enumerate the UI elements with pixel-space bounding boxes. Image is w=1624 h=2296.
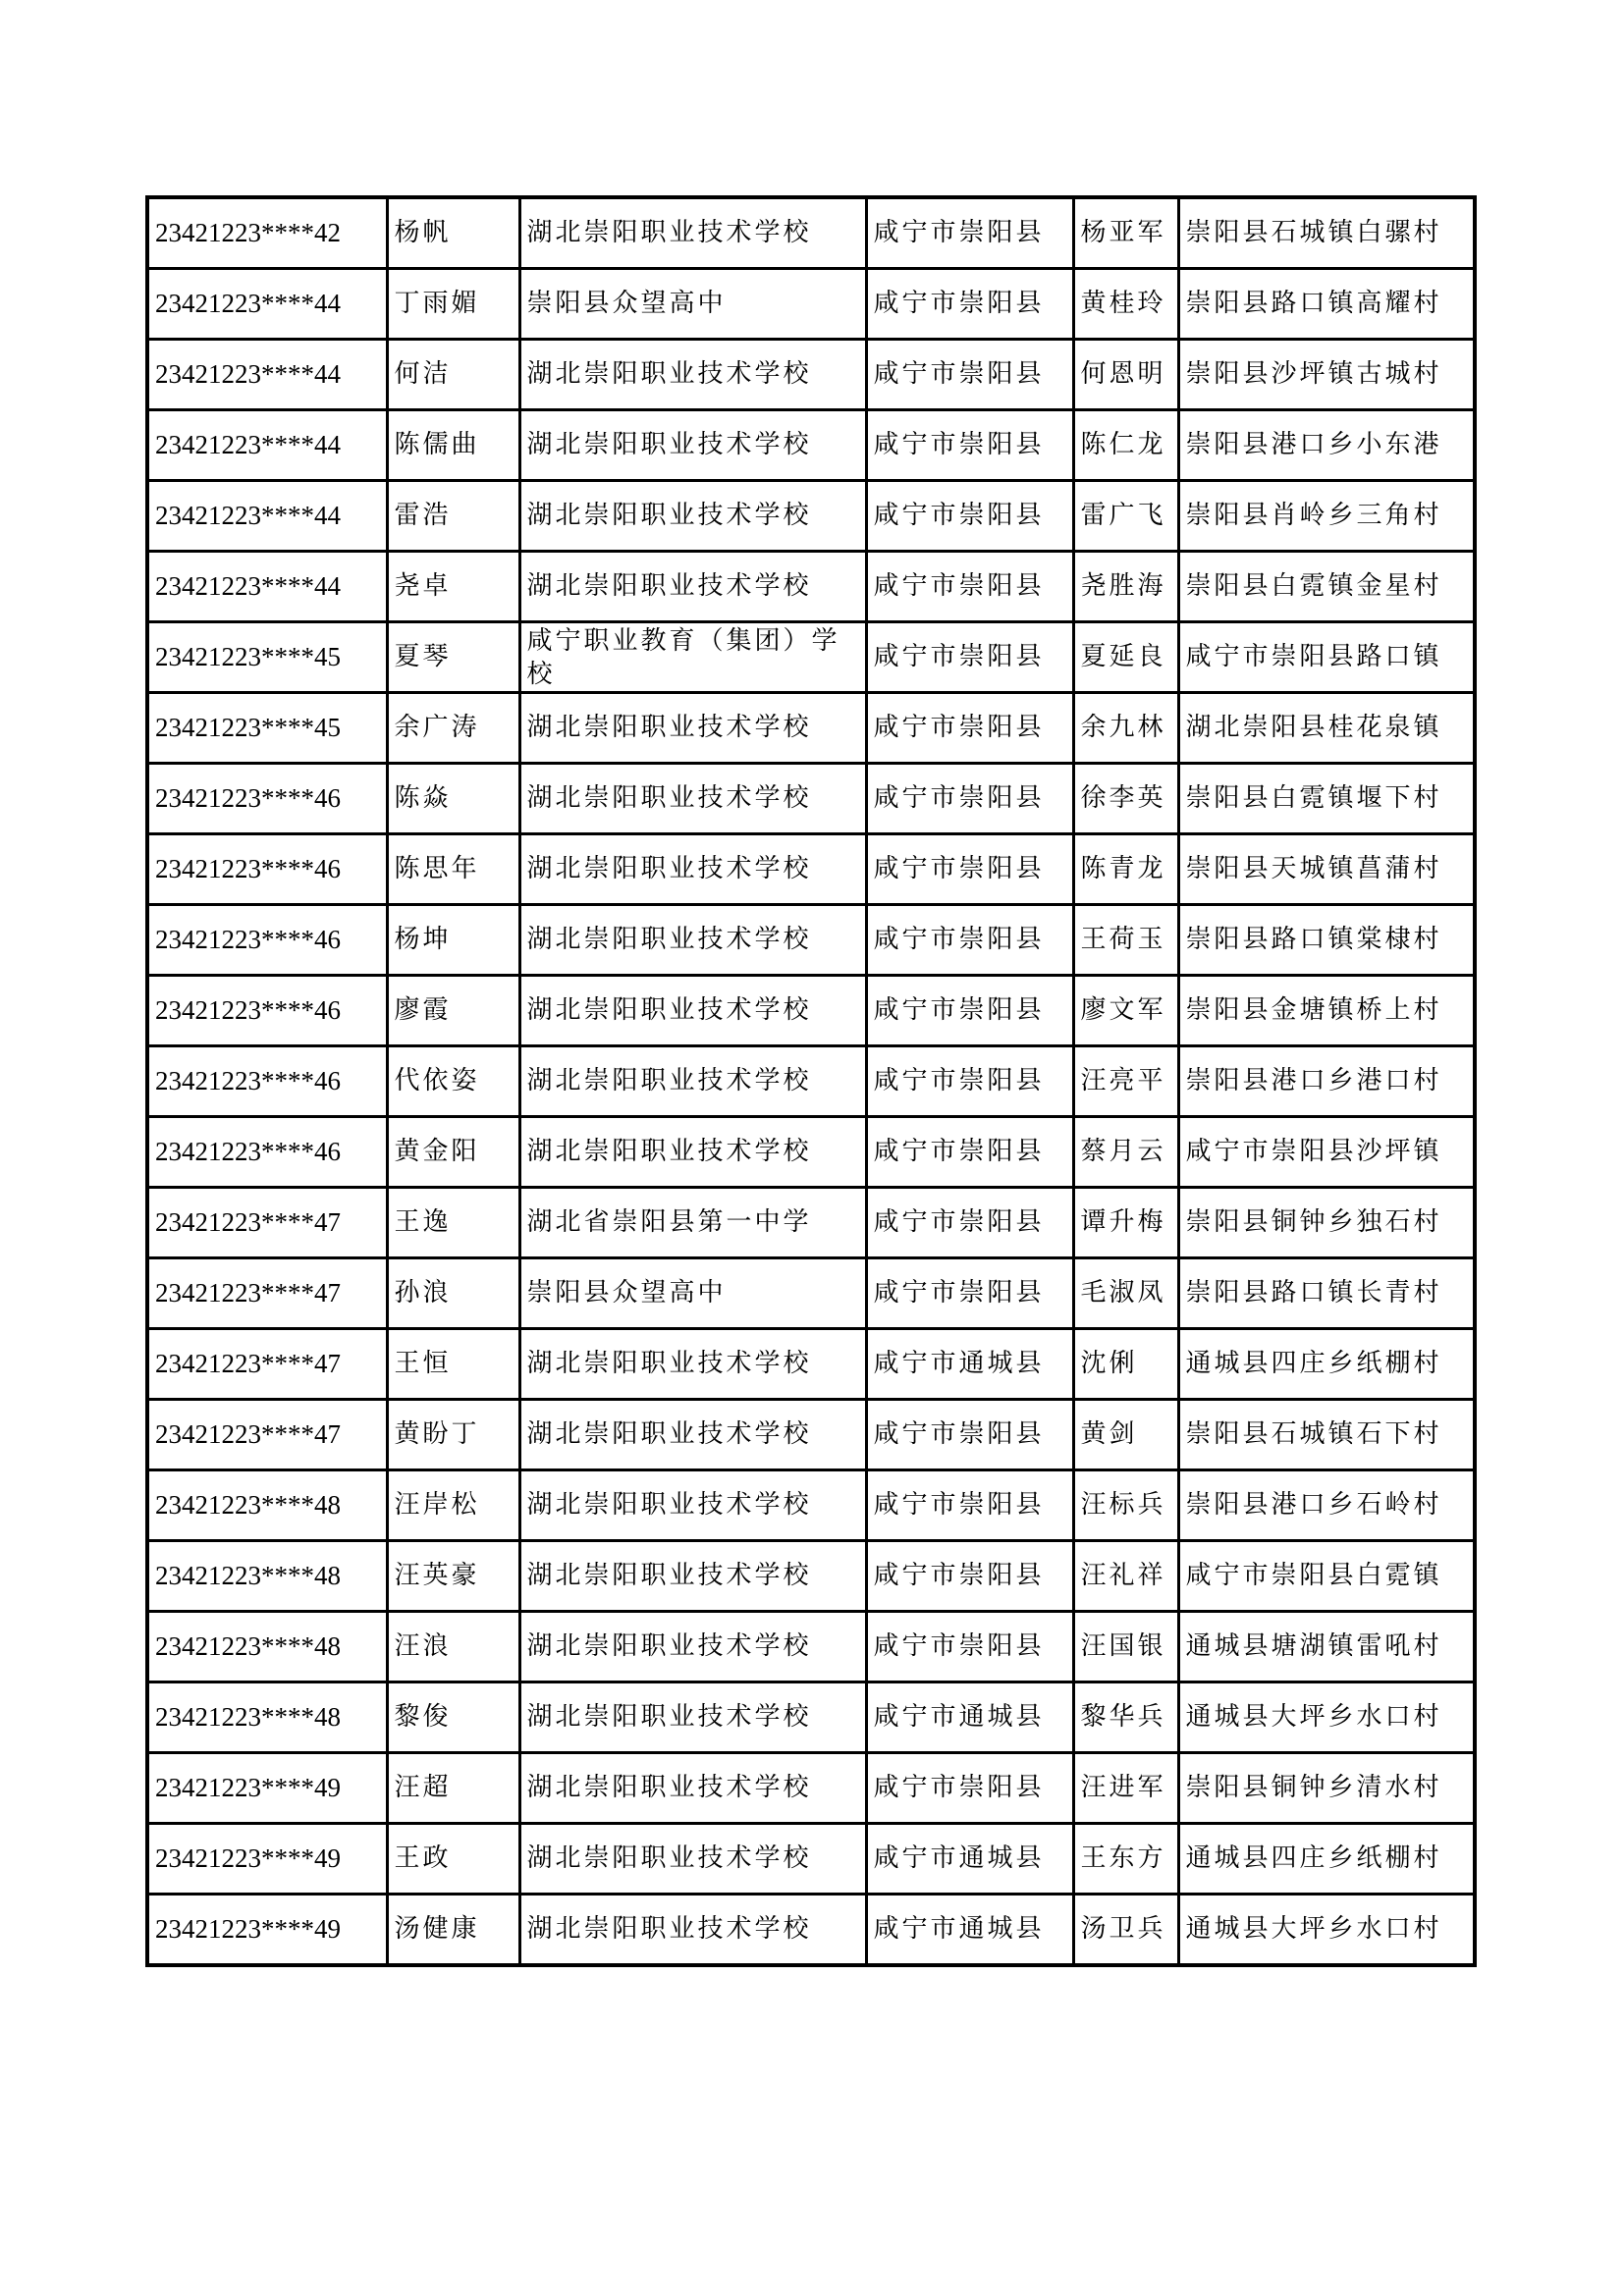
region-cell: 咸宁市通城县 xyxy=(866,1824,1073,1895)
school-cell: 湖北崇阳职业技术学校 xyxy=(519,1824,866,1895)
region-cell: 咸宁市崇阳县 xyxy=(866,1612,1073,1682)
guardian-name-cell: 陈仁龙 xyxy=(1073,410,1178,481)
guardian-name-cell: 汪礼祥 xyxy=(1073,1541,1178,1612)
guardian-name-cell: 夏延良 xyxy=(1073,622,1178,693)
guardian-name-cell: 汤卫兵 xyxy=(1073,1895,1178,1966)
address-cell: 崇阳县白霓镇堰下村 xyxy=(1178,764,1475,834)
school-cell: 湖北崇阳职业技术学校 xyxy=(519,1682,866,1753)
guardian-name-cell: 王东方 xyxy=(1073,1824,1178,1895)
table-row xyxy=(147,1400,1475,1470)
table-row xyxy=(147,197,1475,269)
student-name-cell: 尧卓 xyxy=(387,552,519,622)
table-row xyxy=(147,834,1475,905)
table-row xyxy=(147,1895,1475,1966)
region-cell: 咸宁市崇阳县 xyxy=(866,410,1073,481)
school-cell: 湖北崇阳职业技术学校 xyxy=(519,905,866,976)
student-name-cell: 陈焱 xyxy=(387,764,519,834)
guardian-name-cell: 尧胜海 xyxy=(1073,552,1178,622)
guardian-name-cell: 王荷玉 xyxy=(1073,905,1178,976)
school-cell: 崇阳县众望高中 xyxy=(519,1258,866,1329)
student-id-cell: 23421223****47 xyxy=(147,1329,387,1400)
student-id-cell: 23421223****46 xyxy=(147,764,387,834)
address-cell: 咸宁市崇阳县白霓镇 xyxy=(1178,1541,1475,1612)
student-id-cell: 23421223****46 xyxy=(147,1117,387,1188)
student-id-cell: 23421223****45 xyxy=(147,622,387,693)
student-id-cell: 23421223****44 xyxy=(147,481,387,552)
school-cell: 湖北崇阳职业技术学校 xyxy=(519,1400,866,1470)
region-cell: 咸宁市通城县 xyxy=(866,1329,1073,1400)
guardian-name-cell: 沈俐 xyxy=(1073,1329,1178,1400)
address-cell: 通城县大坪乡水口村 xyxy=(1178,1682,1475,1753)
student-name-cell: 汪浪 xyxy=(387,1612,519,1682)
guardian-name-cell: 汪国银 xyxy=(1073,1612,1178,1682)
school-cell: 湖北崇阳职业技术学校 xyxy=(519,1470,866,1541)
address-cell: 崇阳县港口乡港口村 xyxy=(1178,1046,1475,1117)
guardian-name-cell: 杨亚军 xyxy=(1073,197,1178,269)
table-row xyxy=(147,552,1475,622)
address-cell: 崇阳县沙坪镇古城村 xyxy=(1178,340,1475,410)
student-id-cell: 23421223****47 xyxy=(147,1400,387,1470)
address-cell: 崇阳县白霓镇金星村 xyxy=(1178,552,1475,622)
student-name-cell: 王逸 xyxy=(387,1188,519,1258)
student-id-cell: 23421223****48 xyxy=(147,1682,387,1753)
table-row xyxy=(147,1682,1475,1753)
student-name-cell: 雷浩 xyxy=(387,481,519,552)
table-row xyxy=(147,1046,1475,1117)
guardian-name-cell: 毛淑凤 xyxy=(1073,1258,1178,1329)
table-row xyxy=(147,1117,1475,1188)
school-cell: 咸宁职业教育（集团）学校 xyxy=(519,622,866,693)
student-name-cell: 廖霞 xyxy=(387,976,519,1046)
roster-body xyxy=(147,197,1475,1965)
student-id-cell: 23421223****42 xyxy=(147,197,387,269)
table-row xyxy=(147,1824,1475,1895)
student-name-cell: 余广涛 xyxy=(387,693,519,764)
table-row xyxy=(147,269,1475,340)
address-cell: 崇阳县铜钟乡清水村 xyxy=(1178,1753,1475,1824)
table-row xyxy=(147,976,1475,1046)
school-cell: 湖北崇阳职业技术学校 xyxy=(519,693,866,764)
guardian-name-cell: 黄桂玲 xyxy=(1073,269,1178,340)
student-id-cell: 23421223****46 xyxy=(147,976,387,1046)
address-cell: 通城县四庄乡纸棚村 xyxy=(1178,1824,1475,1895)
region-cell: 咸宁市崇阳县 xyxy=(866,197,1073,269)
school-cell: 湖北崇阳职业技术学校 xyxy=(519,1753,866,1824)
table-row xyxy=(147,764,1475,834)
student-name-cell: 黄盼丁 xyxy=(387,1400,519,1470)
student-name-cell: 杨坤 xyxy=(387,905,519,976)
region-cell: 咸宁市崇阳县 xyxy=(866,1188,1073,1258)
table-row xyxy=(147,1753,1475,1824)
student-name-cell: 丁雨媚 xyxy=(387,269,519,340)
table-row xyxy=(147,1188,1475,1258)
table-row xyxy=(147,1329,1475,1400)
student-id-cell: 23421223****44 xyxy=(147,552,387,622)
address-cell: 崇阳县路口镇棠棣村 xyxy=(1178,905,1475,976)
table-row xyxy=(147,905,1475,976)
region-cell: 咸宁市崇阳县 xyxy=(866,764,1073,834)
student-id-cell: 23421223****46 xyxy=(147,834,387,905)
address-cell: 崇阳县铜钟乡独石村 xyxy=(1178,1188,1475,1258)
address-cell: 崇阳县肖岭乡三角村 xyxy=(1178,481,1475,552)
student-id-cell: 23421223****49 xyxy=(147,1753,387,1824)
region-cell: 咸宁市崇阳县 xyxy=(866,1400,1073,1470)
guardian-name-cell: 何恩明 xyxy=(1073,340,1178,410)
school-cell: 湖北崇阳职业技术学校 xyxy=(519,410,866,481)
student-id-cell: 23421223****47 xyxy=(147,1188,387,1258)
student-name-cell: 汪超 xyxy=(387,1753,519,1824)
address-cell: 咸宁市崇阳县沙坪镇 xyxy=(1178,1117,1475,1188)
school-cell: 湖北崇阳职业技术学校 xyxy=(519,1612,866,1682)
guardian-name-cell: 徐李英 xyxy=(1073,764,1178,834)
address-cell: 崇阳县石城镇石下村 xyxy=(1178,1400,1475,1470)
student-id-cell: 23421223****49 xyxy=(147,1895,387,1966)
student-id-cell: 23421223****44 xyxy=(147,410,387,481)
table-row xyxy=(147,410,1475,481)
student-name-cell: 孙浪 xyxy=(387,1258,519,1329)
guardian-name-cell: 黄剑 xyxy=(1073,1400,1178,1470)
region-cell: 咸宁市崇阳县 xyxy=(866,340,1073,410)
student-name-cell: 王政 xyxy=(387,1824,519,1895)
student-id-cell: 23421223****44 xyxy=(147,340,387,410)
student-name-cell: 黎俊 xyxy=(387,1682,519,1753)
address-cell: 崇阳县石城镇白骡村 xyxy=(1178,197,1475,269)
table-row xyxy=(147,481,1475,552)
school-cell: 湖北崇阳职业技术学校 xyxy=(519,340,866,410)
student-id-cell: 23421223****48 xyxy=(147,1612,387,1682)
guardian-name-cell: 汪进军 xyxy=(1073,1753,1178,1824)
school-cell: 湖北崇阳职业技术学校 xyxy=(519,197,866,269)
student-name-cell: 陈儒曲 xyxy=(387,410,519,481)
region-cell: 咸宁市崇阳县 xyxy=(866,1541,1073,1612)
student-name-cell: 代依姿 xyxy=(387,1046,519,1117)
region-cell: 咸宁市崇阳县 xyxy=(866,1117,1073,1188)
school-cell: 湖北崇阳职业技术学校 xyxy=(519,976,866,1046)
school-cell: 湖北崇阳职业技术学校 xyxy=(519,834,866,905)
address-cell: 崇阳县港口乡小东港 xyxy=(1178,410,1475,481)
region-cell: 咸宁市崇阳县 xyxy=(866,1753,1073,1824)
address-cell: 通城县塘湖镇雷吼村 xyxy=(1178,1612,1475,1682)
address-cell: 湖北崇阳县桂花泉镇 xyxy=(1178,693,1475,764)
student-id-cell: 23421223****49 xyxy=(147,1824,387,1895)
address-cell: 崇阳县天城镇菖蒲村 xyxy=(1178,834,1475,905)
guardian-name-cell: 余九林 xyxy=(1073,693,1178,764)
region-cell: 咸宁市崇阳县 xyxy=(866,269,1073,340)
student-id-cell: 23421223****48 xyxy=(147,1470,387,1541)
region-cell: 咸宁市崇阳县 xyxy=(866,976,1073,1046)
table-row xyxy=(147,1470,1475,1541)
region-cell: 咸宁市崇阳县 xyxy=(866,834,1073,905)
guardian-name-cell: 陈青龙 xyxy=(1073,834,1178,905)
student-id-cell: 23421223****46 xyxy=(147,1046,387,1117)
guardian-name-cell: 汪标兵 xyxy=(1073,1470,1178,1541)
region-cell: 咸宁市通城县 xyxy=(866,1682,1073,1753)
guardian-name-cell: 蔡月云 xyxy=(1073,1117,1178,1188)
table-row xyxy=(147,1541,1475,1612)
student-name-cell: 杨帆 xyxy=(387,197,519,269)
table-row xyxy=(147,622,1475,693)
region-cell: 咸宁市崇阳县 xyxy=(866,552,1073,622)
region-cell: 咸宁市崇阳县 xyxy=(866,1470,1073,1541)
region-cell: 咸宁市崇阳县 xyxy=(866,905,1073,976)
address-cell: 崇阳县金塘镇桥上村 xyxy=(1178,976,1475,1046)
address-cell: 通城县大坪乡水口村 xyxy=(1178,1895,1475,1966)
guardian-name-cell: 廖文军 xyxy=(1073,976,1178,1046)
student-id-cell: 23421223****44 xyxy=(147,269,387,340)
table-row xyxy=(147,1258,1475,1329)
school-cell: 湖北崇阳职业技术学校 xyxy=(519,1329,866,1400)
region-cell: 咸宁市崇阳县 xyxy=(866,481,1073,552)
school-cell: 湖北崇阳职业技术学校 xyxy=(519,1117,866,1188)
address-cell: 崇阳县路口镇高耀村 xyxy=(1178,269,1475,340)
school-cell: 湖北崇阳职业技术学校 xyxy=(519,552,866,622)
student-name-cell: 夏琴 xyxy=(387,622,519,693)
address-cell: 崇阳县港口乡石岭村 xyxy=(1178,1470,1475,1541)
student-name-cell: 黄金阳 xyxy=(387,1117,519,1188)
student-name-cell: 何洁 xyxy=(387,340,519,410)
student-roster-table xyxy=(145,195,1477,1967)
region-cell: 咸宁市崇阳县 xyxy=(866,1046,1073,1117)
guardian-name-cell: 雷广飞 xyxy=(1073,481,1178,552)
guardian-name-cell: 谭升梅 xyxy=(1073,1188,1178,1258)
school-cell: 湖北省崇阳县第一中学 xyxy=(519,1188,866,1258)
student-name-cell: 汪英豪 xyxy=(387,1541,519,1612)
school-cell: 湖北崇阳职业技术学校 xyxy=(519,764,866,834)
region-cell: 咸宁市崇阳县 xyxy=(866,1258,1073,1329)
student-id-cell: 23421223****46 xyxy=(147,905,387,976)
school-cell: 湖北崇阳职业技术学校 xyxy=(519,1541,866,1612)
table-row xyxy=(147,693,1475,764)
region-cell: 咸宁市崇阳县 xyxy=(866,622,1073,693)
table-row xyxy=(147,1612,1475,1682)
address-cell: 崇阳县路口镇长青村 xyxy=(1178,1258,1475,1329)
student-id-cell: 23421223****48 xyxy=(147,1541,387,1612)
student-name-cell: 陈思年 xyxy=(387,834,519,905)
student-name-cell: 汪岸松 xyxy=(387,1470,519,1541)
school-cell: 崇阳县众望高中 xyxy=(519,269,866,340)
student-name-cell: 汤健康 xyxy=(387,1895,519,1966)
student-name-cell: 王恒 xyxy=(387,1329,519,1400)
address-cell: 咸宁市崇阳县路口镇 xyxy=(1178,622,1475,693)
guardian-name-cell: 汪亮平 xyxy=(1073,1046,1178,1117)
student-id-cell: 23421223****47 xyxy=(147,1258,387,1329)
school-cell: 湖北崇阳职业技术学校 xyxy=(519,1046,866,1117)
school-cell: 湖北崇阳职业技术学校 xyxy=(519,1895,866,1966)
address-cell: 通城县四庄乡纸棚村 xyxy=(1178,1329,1475,1400)
table-row xyxy=(147,340,1475,410)
school-cell: 湖北崇阳职业技术学校 xyxy=(519,481,866,552)
region-cell: 咸宁市崇阳县 xyxy=(866,693,1073,764)
guardian-name-cell: 黎华兵 xyxy=(1073,1682,1178,1753)
student-id-cell: 23421223****45 xyxy=(147,693,387,764)
region-cell: 咸宁市通城县 xyxy=(866,1895,1073,1966)
